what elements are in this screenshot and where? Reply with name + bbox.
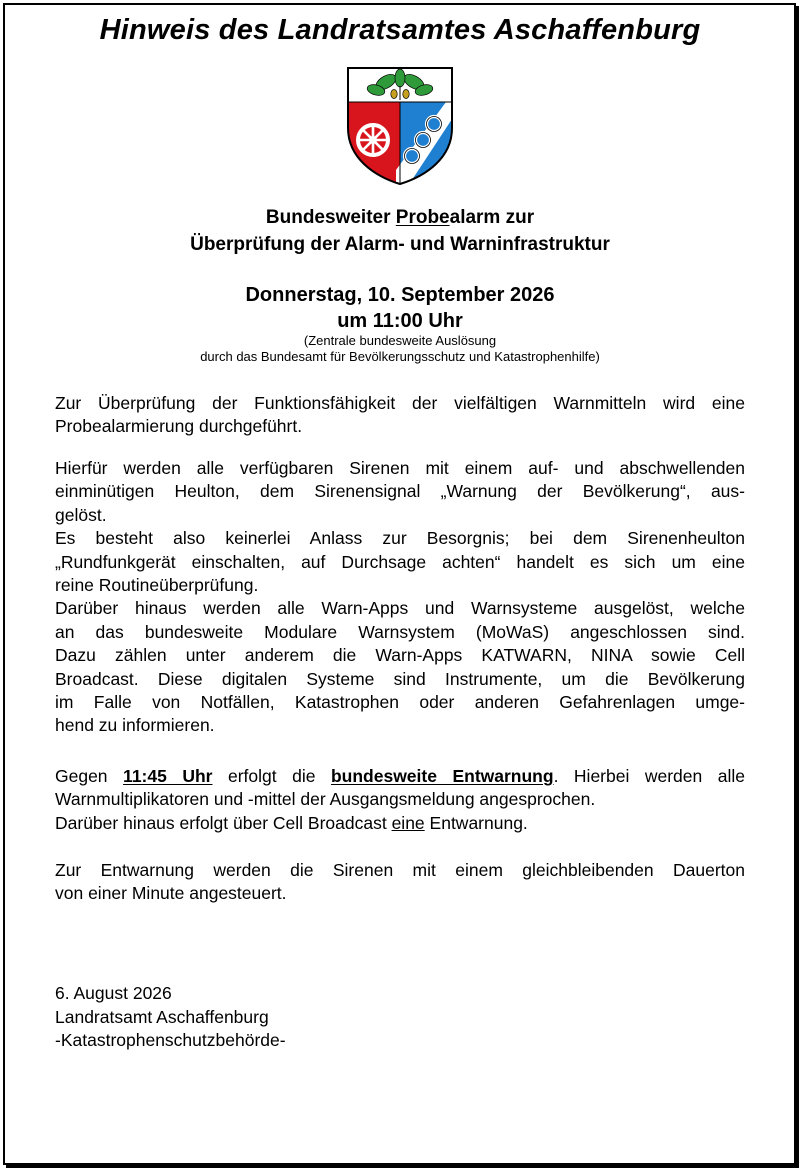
text-line: „Rundfunkgerät einschalten, auf Durchsage achten“ handelt es sich um eine [55, 551, 745, 572]
text-line: einminütigen Heulton, dem Sirenensignal „Warnung der Bevölkerung“, aus- [55, 481, 745, 502]
paragraph-4 [55, 859, 745, 906]
event-time: um 11:00 Uhr [337, 310, 463, 332]
paragraph-1 [55, 392, 745, 439]
text-line: reine Routineüberprüfung. [55, 575, 259, 596]
text-line: Broadcast. Diese digitalen Systeme sind Instrumente, um die Bevölkerung [55, 668, 745, 689]
page-title: Hinweis des Landratsamtes Aschaffenburg [99, 14, 701, 46]
text-line: Darüber hinaus werden alle Warn-Apps und Warnsysteme ausgelöst, welche [55, 598, 745, 619]
heading-line-2: Überprüfung der Alarm- und Warninfrastruktur [190, 234, 610, 255]
text-line: gelöst. [55, 504, 107, 525]
all-clear-time: 11:45 Uhr [123, 766, 213, 786]
text-line: Zur Entwarnung werden die Sirenen mit einem gleichbleibenden Dauerton [55, 860, 745, 880]
text-line: Hierfür werden alle verfügbaren Sirenen mit einem auf- und abschwellenden [55, 458, 745, 478]
event-date: Donnerstag, 10. September 2026 [245, 284, 555, 306]
text-line: von einer Minute angesteuert. [55, 883, 287, 904]
text-line: Darüber hinaus erfolgt über Cell Broadcast eine Entwarnung. [55, 812, 528, 833]
paragraph-3 [55, 765, 745, 835]
text-line: Gegen 11:45 Uhr erfolgt die bundesweite Entwarnung. Hierbei werden alle [55, 766, 745, 786]
text-line: Es besteht also keinerlei Anlass zur Besorgnis; bei dem Sirenenheulton [55, 528, 745, 549]
all-clear-label: bundesweite Entwarnung [330, 766, 554, 786]
signature-department: -Katastrophenschutzbehörde- [55, 1030, 286, 1050]
text-line: hend zu informieren. [55, 715, 215, 736]
text-line: Warnmultiplikatoren und -mittel der Ausgangsmeldung angesprochen. [55, 789, 596, 810]
district-coat-of-arms-icon [346, 66, 454, 186]
signature-office: Landratsamt Aschaffenburg [55, 1007, 269, 1027]
text-line: an das bundesweite Modulare Warnsystem (MoWaS) angeschlossen sind. [55, 621, 745, 642]
paragraph-2 [55, 457, 745, 738]
heading-line-1: Bundesweiter Probealarm zur [265, 207, 535, 228]
text-line: im Falle von Notfällen, Katastrophen oder anderen Gefahrenlagen umge- [55, 692, 745, 713]
text-line: Probealarmierung durchgeführt. [55, 416, 303, 437]
text-line: Zur Überprüfung der Funktionsfähigkeit der vielfältigen Warnmitteln wird eine [55, 393, 745, 413]
text-line: Dazu zählen unter anderem die Warn-Apps KATWARN, NINA sowie Cell [55, 645, 745, 666]
note-line-1: (Zentrale bundesweite Auslösung [303, 333, 497, 348]
signature-date: 6. August 2026 [55, 983, 172, 1003]
note-line-2: durch das Bundesamt für Bevölkerungsschutz und Katastrophenhilfe) [200, 349, 600, 364]
